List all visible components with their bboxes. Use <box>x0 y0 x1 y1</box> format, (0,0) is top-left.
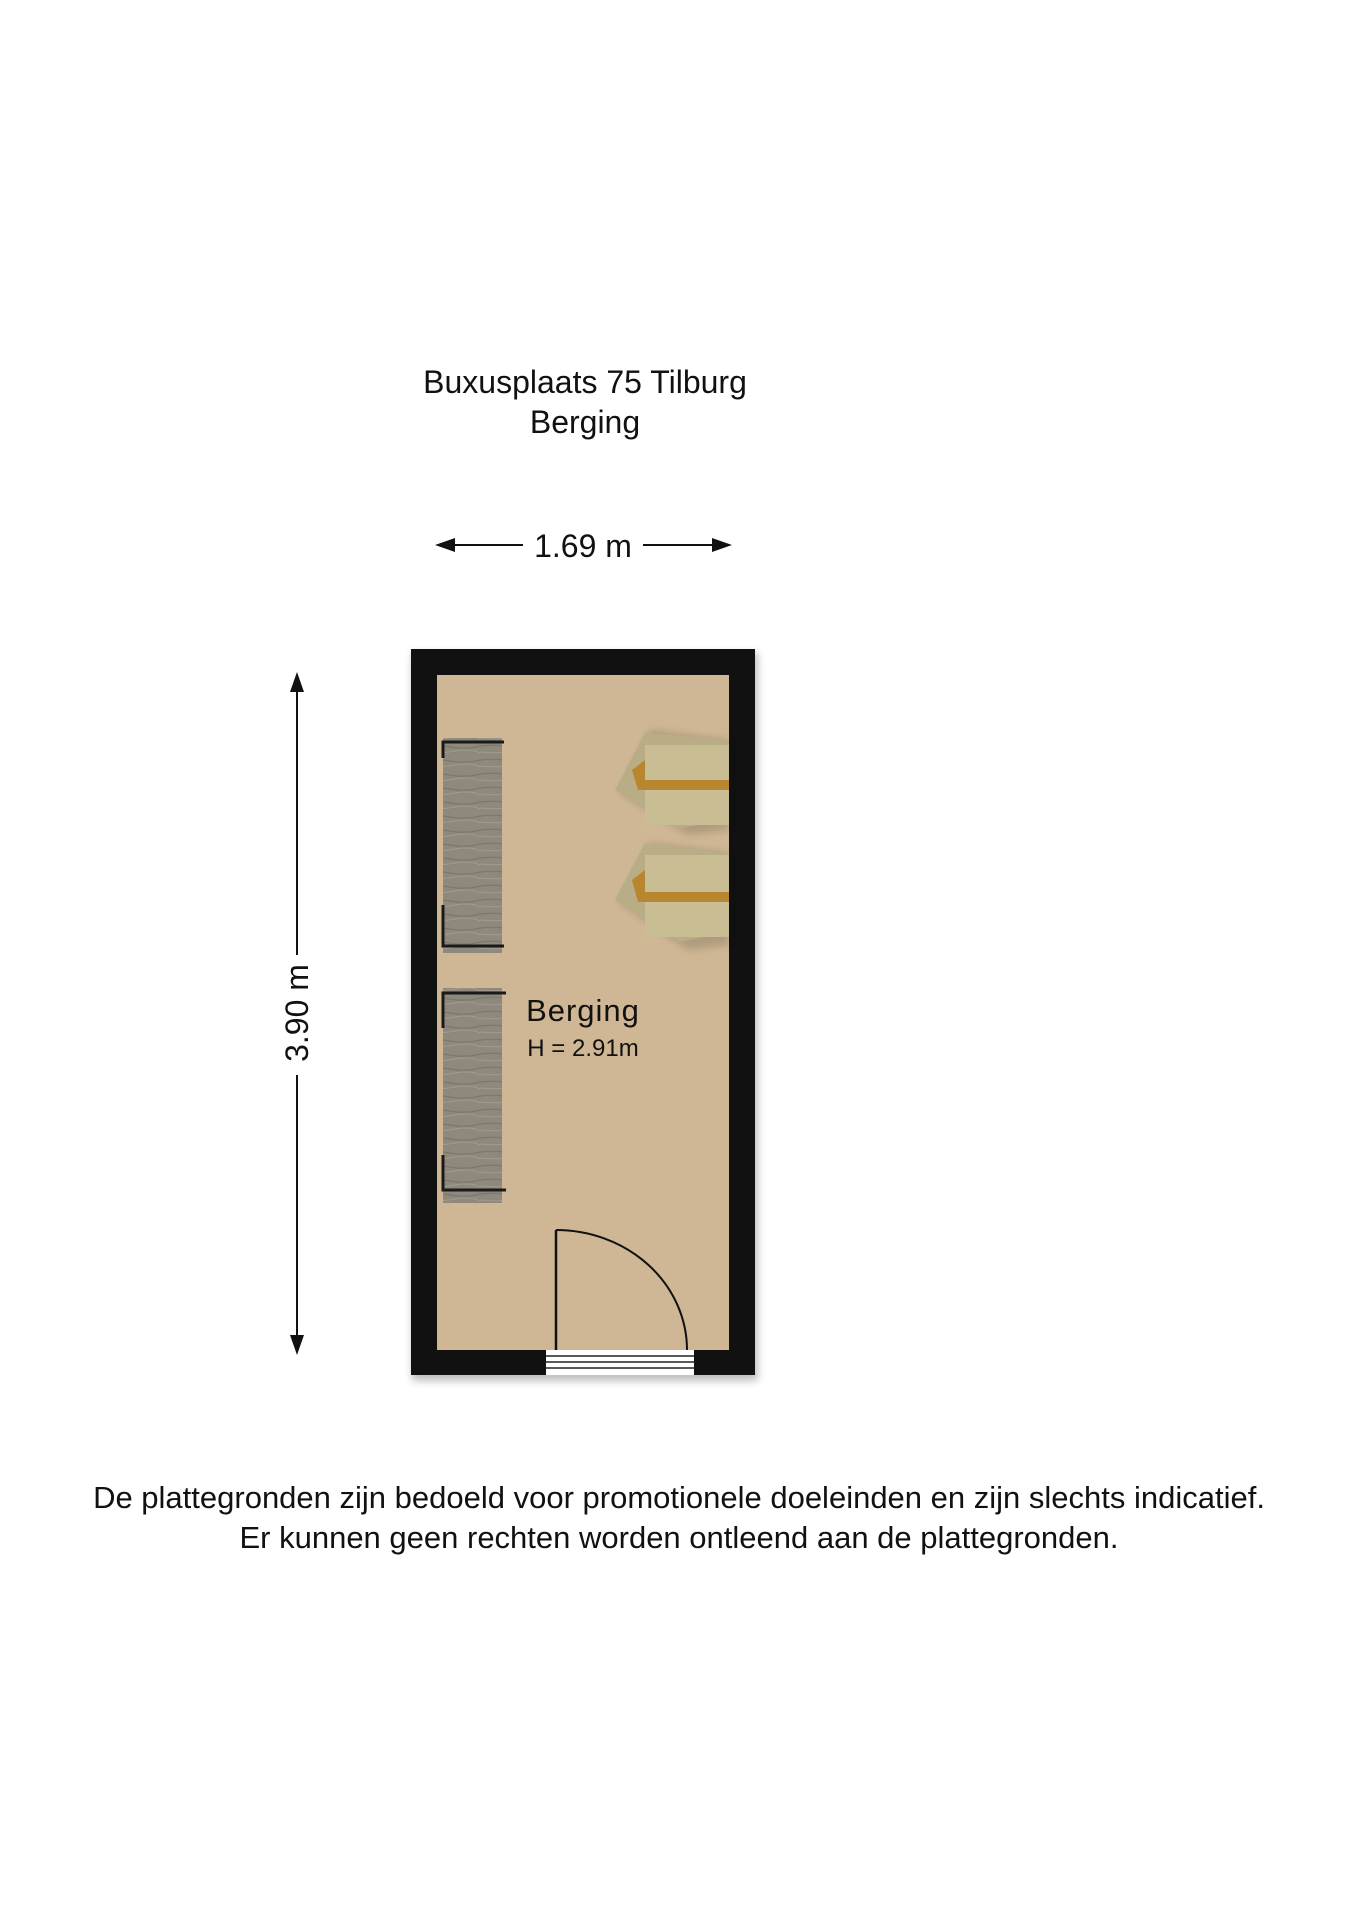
height-arrow-bottom <box>290 1335 304 1355</box>
disclaimer-line-1: De plattegronden zijn bedoeld voor promotionele doeleinden en zijn slechts indicatief. <box>93 1480 1265 1515</box>
width-dimension-label: 1.69 m <box>534 528 632 564</box>
height-dimension <box>279 672 315 1355</box>
room-height-label: H = 2.91m <box>527 1035 639 1062</box>
disclaimer <box>0 1478 1358 1558</box>
shelf-unit-top <box>443 738 504 953</box>
height-dimension-label: 3.90 m <box>279 964 315 1062</box>
door-jamb-right <box>694 1350 698 1375</box>
width-dimension <box>435 528 732 564</box>
width-arrow-right <box>712 538 732 552</box>
floor-name-label: Berging <box>529 404 641 440</box>
shelf-unit-bottom <box>443 988 506 1203</box>
address-label: Buxusplaats 75 Tilburg <box>423 364 747 400</box>
width-arrow-left <box>435 538 455 552</box>
box-top-tape <box>645 780 729 790</box>
disclaimer-line-2: Er kunnen geen rechten worden ontleend aan de plattegronden. <box>239 1520 1119 1555</box>
door-jamb-left <box>542 1350 546 1375</box>
shelf-board-bottom <box>443 988 502 1203</box>
room-name-label: Berging <box>526 993 640 1028</box>
height-arrow-top <box>290 672 304 692</box>
shelf-board-top <box>443 738 502 953</box>
box-bottom-tape <box>645 892 729 902</box>
